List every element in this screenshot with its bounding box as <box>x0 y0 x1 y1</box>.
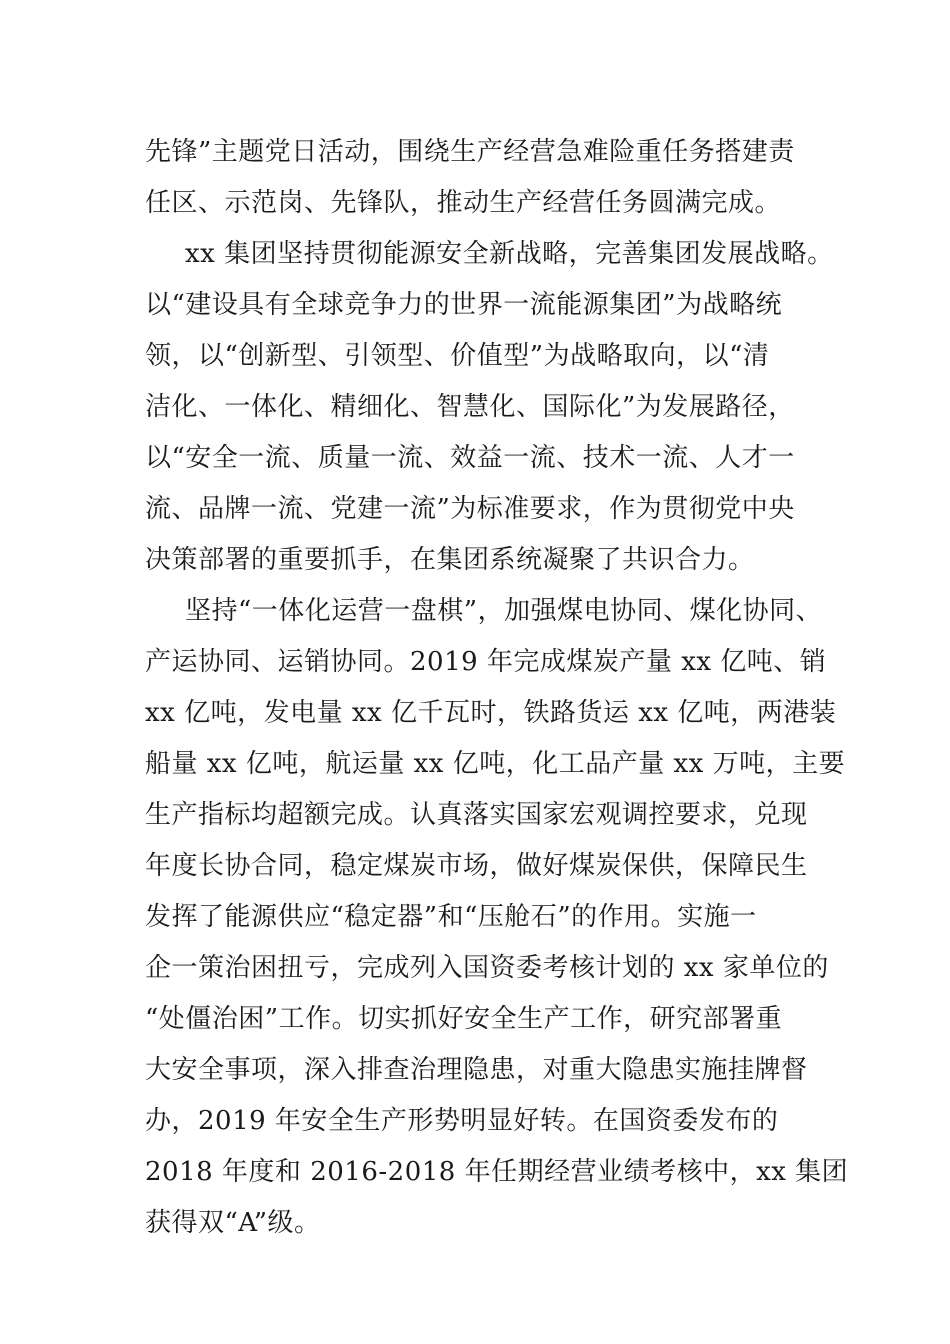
text-line: 办，2019 年安全生产形势明显好转。在国资委发布的 <box>145 1106 779 1136</box>
text-line: xx 集团坚持贯彻能源安全新战略，完善集团发展战略。 <box>185 239 834 269</box>
text-line: 企一策治困扭亏，完成列入国资委考核计划的 xx 家单位的 <box>145 953 829 983</box>
text-line: 2018 年度和 2016-2018 年任期经营业绩考核中，xx 集团 <box>145 1157 849 1187</box>
text-line: 产运协同、运销协同。2019 年完成煤炭产量 xx 亿吨、销 <box>145 647 827 677</box>
text-line: 任区、示范岗、先锋队，推动生产经营任务圆满完成。 <box>145 188 782 218</box>
text-line: xx 亿吨，发电量 xx 亿千瓦时，铁路货运 xx 亿吨，两港装 <box>145 698 837 728</box>
text-line: 坚持“一体化运营一盘棋”，加强煤电协同、煤化协同、 <box>185 596 823 626</box>
text-line: 领，以“创新型、引领型、价值型”为战略取向，以“清 <box>145 341 770 371</box>
text-line: 以“建设具有全球竞争力的世界一流能源集团”为战略统 <box>145 290 783 320</box>
text-line: 洁化、一体化、精细化、智慧化、国际化”为发展路径， <box>145 392 795 422</box>
text-line: 船量 xx 亿吨，航运量 xx 亿吨，化工品产量 xx 万吨，主要 <box>145 749 846 779</box>
text-line: 流、品牌一流、党建一流”为标准要求，作为贯彻党中央 <box>145 494 795 524</box>
text-line: “处僵治困”工作。切实抓好安全生产工作，研究部署重 <box>145 1004 783 1034</box>
text-line: 年度长协合同，稳定煤炭市场，做好煤炭保供，保障民生 <box>145 851 808 881</box>
text-line: 大安全事项，深入排查治理隐患，对重大隐患实施挂牌督 <box>145 1055 808 1085</box>
text-line: 先锋”主题党日活动，围绕生产经营急难险重任务搭建责 <box>145 137 795 167</box>
text-line: 决策部署的重要抓手，在集团系统凝聚了共识合力。 <box>145 545 755 575</box>
text-line: 生产指标均超额完成。认真落实国家宏观调控要求，兑现 <box>145 800 808 830</box>
text-line: 获得双“A”级。 <box>145 1208 321 1238</box>
text-line: 发挥了能源供应“稳定器”和“压舱石”的作用。实施一 <box>145 902 757 932</box>
text-line: 以“安全一流、质量一流、效益一流、技术一流、人才一 <box>145 443 795 473</box>
